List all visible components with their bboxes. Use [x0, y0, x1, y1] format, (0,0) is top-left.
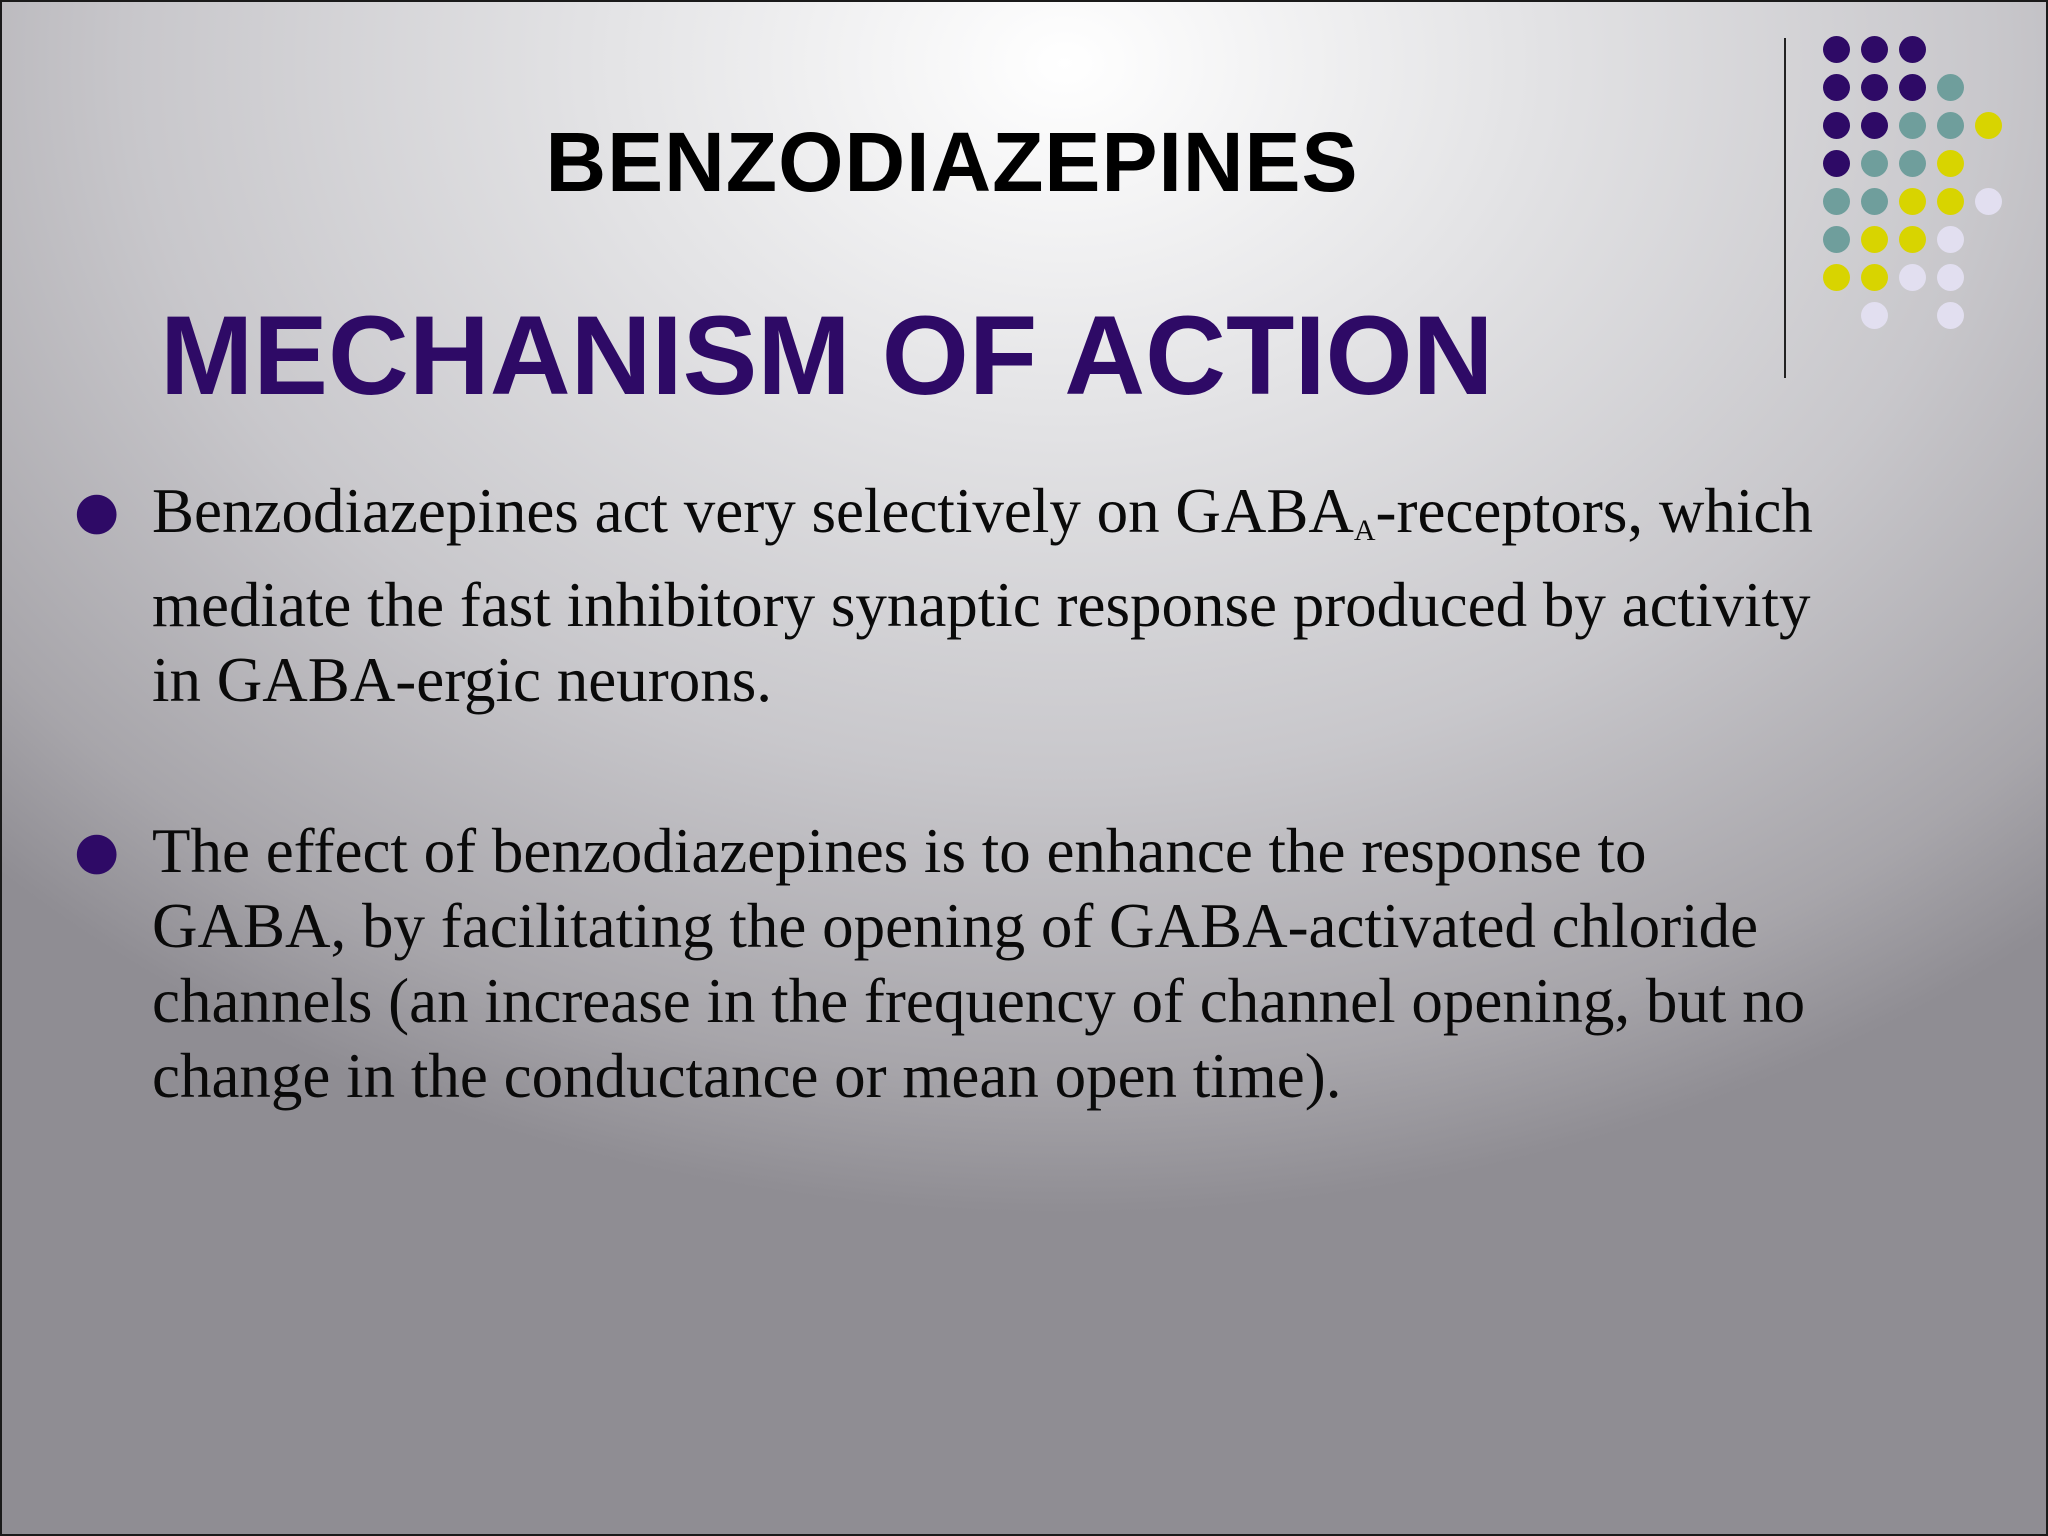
bullet-dot-icon: ● — [74, 821, 120, 881]
bullet-item-2 — [74, 814, 1982, 1114]
slide-title: BENZODIAZEPINES — [545, 115, 1359, 209]
bullet-1-line-3: in GABA-ergic neurons. — [152, 645, 772, 715]
bullet-dot-icon: ● — [74, 481, 120, 541]
bullet-list — [2, 2, 2048, 1536]
bullet-1-line-2: mediate the fast inhibitory synaptic response produced by activity — [152, 570, 1811, 640]
subscript-a: A — [1353, 514, 1376, 547]
bullet-2-line-2: GABA, by facilitating the opening of GABA-activated chloride — [152, 891, 1759, 961]
bullet-2-line-1: The effect of benzodiazepines is to enhance the response to — [152, 816, 1647, 886]
bullet-2-line-3: channels (an increase in the frequency of channel opening, but no — [152, 966, 1806, 1036]
slide-subtitle: MECHANISM OF ACTION — [160, 293, 1494, 418]
bullet-2-line-4: change in the conductance or mean open time). — [152, 1041, 1342, 1111]
bullet-1-line-1: Benzodiazepines act very selectively on $GABA_A$-receptors, which — [152, 476, 1813, 547]
bullet-item-1 — [74, 474, 1982, 718]
